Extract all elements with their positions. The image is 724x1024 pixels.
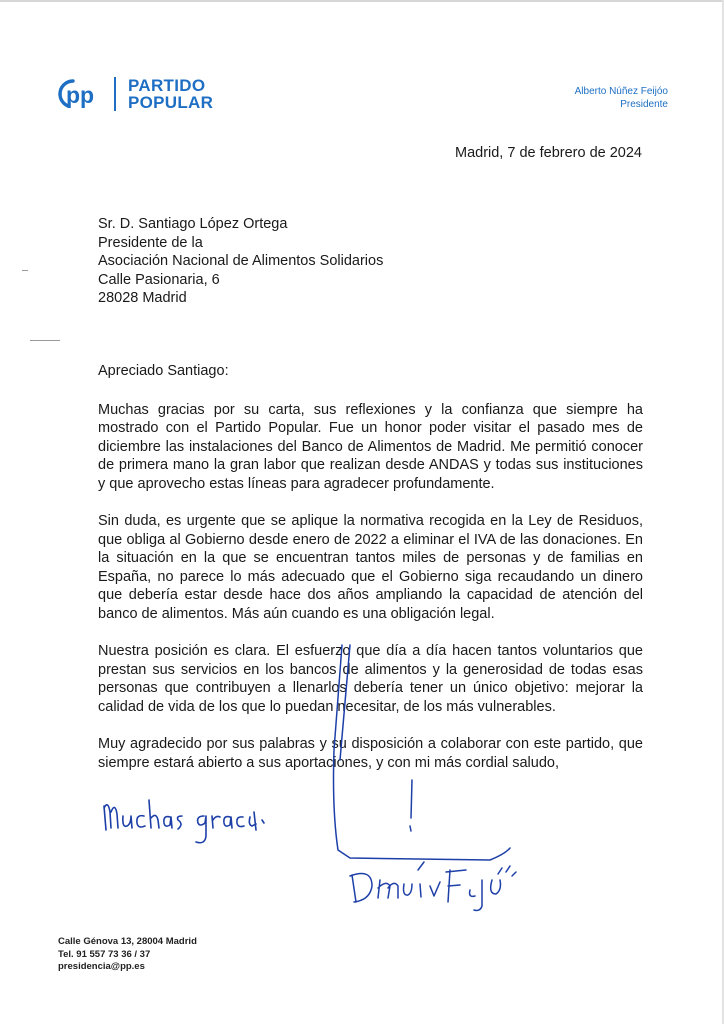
sender-name: Alberto Núñez Feijóo — [574, 86, 668, 97]
logo-line-2: POPULAR — [128, 93, 214, 112]
letter-date: Madrid, 7 de febrero de 2024 — [454, 145, 642, 161]
recipient-street: Calle Pasionaria, 6 — [98, 271, 220, 288]
party-logo — [58, 77, 213, 111]
recipient-role: Presidente de la — [98, 234, 203, 251]
greeting: Apreciado Santiago: — [98, 363, 229, 379]
sender-title: Presidente — [620, 99, 668, 110]
paragraph-3: Nuestra posición es clara. El esfuerzo que día a día hacen tantos voluntarios que prestan sus servicios en los bancos de alimentos y la generosidad de todas esas personas que contribuyen a llenarlos debería tener un único objetivo: mejorar la calidad de vida de los que lo puedan necesitar, de los más vulnerables. — [98, 643, 643, 715]
scan-speck — [30, 340, 60, 341]
recipient-organization: Asociación Nacional de Alimentos Solidarios — [98, 253, 384, 269]
scan-top-edge — [0, 0, 724, 2]
recipient-city: 28028 Madrid — [98, 290, 187, 306]
logo-line-1: PARTIDO — [128, 76, 206, 95]
sender-block — [575, 85, 668, 111]
footer-address: Calle Génova 13, 28004 Madrid — [58, 936, 197, 947]
footer-phone: Tel. 91 557 73 36 / 37 — [58, 948, 151, 960]
pp-logo-icon — [58, 78, 104, 110]
paragraph-2: Sin duda, es urgente que se aplique la normativa recogida en la Ley de Residuos, que obliga al Gobierno desde enero de 2022 a eliminar el IVA de las donaciones. En la situación en la que se encuentran tantos miles de personas y de familias en España, no parece lo más adecuado que el Gobierno siga recaudando un dinero que debería estar desde hace dos años ampliando la capacidad de atención del banco de alimentos. Más aún cuando es una obligación legal. — [98, 513, 643, 622]
logo-divider — [114, 77, 116, 111]
handwritten-note — [96, 790, 286, 850]
footer-email: presidencia@pp.es — [58, 961, 145, 972]
scan-speck — [22, 270, 28, 271]
footer-contact — [58, 936, 197, 974]
logo-text — [128, 77, 213, 111]
paragraph-1: Muchas gracias por su carta, sus reflexiones y la confianza que siempre ha mostrado con el Partido Popular. Fue un honor poder visitar el pasado mes de diciembre las instalaciones del Banco de Alimentos de Madrid. Me permitió conocer de primera mano la gran labor que realizan desde ANDAS y todas sus instituciones y que aprovecho estas líneas para agradecer profundamente. — [98, 401, 643, 492]
logo-mark: pp — [66, 82, 95, 108]
recipient-address — [98, 215, 383, 308]
recipient-name: Sr. D. Santiago López Ortega — [98, 216, 288, 232]
paragraph-4: Muy agradecido por sus palabras y su disposición a colaborar con este partido, que siempre estará abierto a sus aportaciones, y con mi más cordial saludo, — [98, 736, 643, 771]
letter-body — [98, 362, 643, 791]
